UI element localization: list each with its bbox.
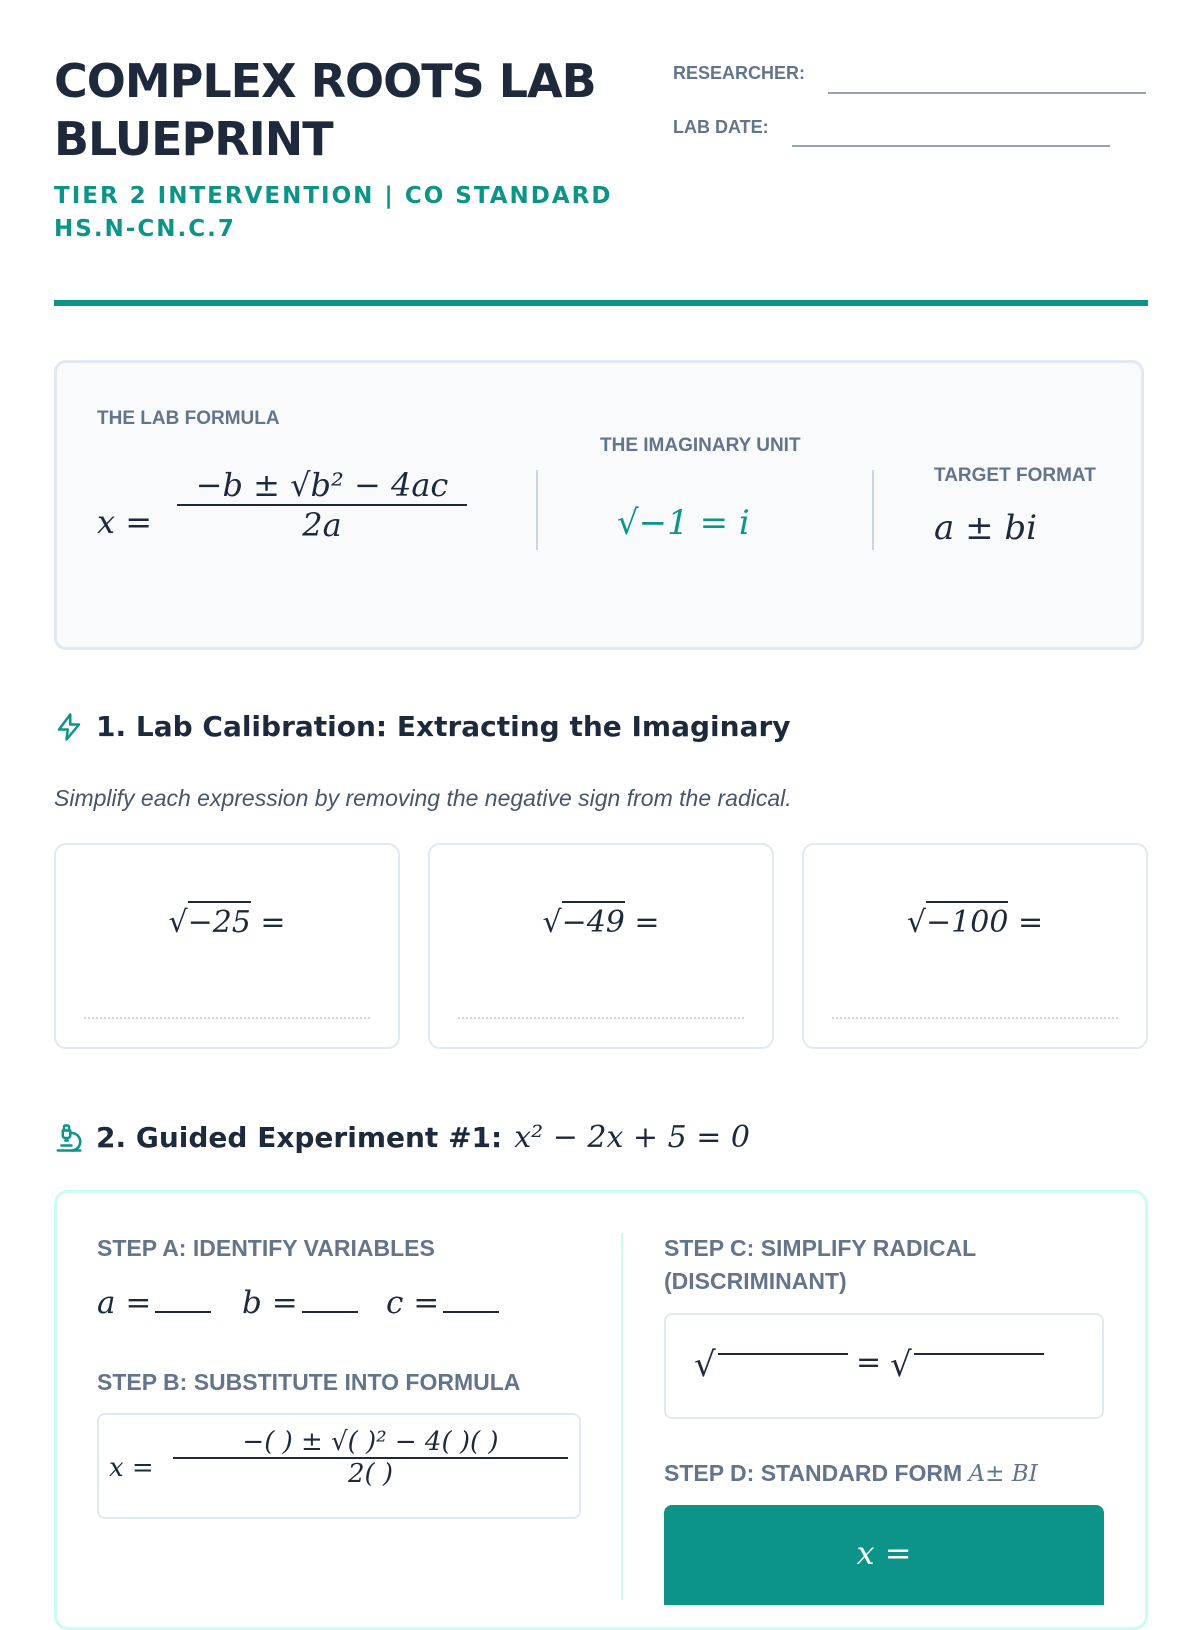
- step-c-label: STEP C: SIMPLIFY RADICAL (DISCRIMINANT): [664, 1235, 976, 1294]
- target-format-expression: a ± bi: [934, 508, 1038, 548]
- formula-denominator: 2a: [302, 506, 342, 544]
- lab-date-label: LAB DATE:: [673, 117, 769, 137]
- formula-divider: [872, 470, 874, 550]
- researcher-field[interactable]: [828, 92, 1146, 94]
- variable-c: [386, 1285, 499, 1321]
- microscope-icon: [54, 1123, 84, 1153]
- calibration-problem-card: [428, 843, 774, 1049]
- radical-symbol: √: [890, 1345, 912, 1385]
- answer-line[interactable]: [458, 1017, 744, 1019]
- lab-formula-label: THE LAB FORMULA: [97, 408, 280, 429]
- substitution-numerator: −( ) ± √( )² − 4( )( ): [242, 1427, 499, 1457]
- lab-date-field[interactable]: [792, 145, 1110, 147]
- section-2-title: 2. Guided Experiment #1:: [96, 1121, 503, 1154]
- discriminant-equals: =: [856, 1345, 882, 1380]
- step-d-label-math: A± BI: [968, 1461, 1038, 1487]
- problem-expression: √−49 =: [430, 905, 772, 940]
- experiment-divider: [621, 1233, 623, 1600]
- variable-c-blank[interactable]: [443, 1307, 499, 1313]
- problem-equals: =: [634, 905, 660, 940]
- radical-symbol: √: [694, 1345, 716, 1385]
- page-title: COMPLEX ROOTS LAB BLUEPRINT: [54, 54, 596, 166]
- problem-expression: √−25 =: [56, 905, 398, 940]
- problem-expression: √−100 =: [804, 905, 1146, 940]
- problem-radicand: −100: [926, 901, 1008, 940]
- problem-radicand: −25: [188, 901, 251, 940]
- problem-equals: =: [1017, 905, 1044, 940]
- imaginary-unit-expression: √−1 = i: [617, 503, 750, 543]
- experiment-equation: x² − 2x + 5 = 0: [514, 1120, 750, 1155]
- step-d-label-text: STEP D: STANDARD FORM: [664, 1460, 963, 1486]
- formula-lhs: x =: [97, 503, 153, 541]
- discriminant-box[interactable]: [664, 1313, 1104, 1419]
- variable-a: [97, 1285, 211, 1321]
- radicand-line: [718, 1353, 848, 1355]
- section-1-title: 1. Lab Calibration: Extracting the Imaginary: [96, 710, 791, 743]
- researcher-label: RESEARCHER:: [673, 63, 806, 83]
- substitution-box[interactable]: [97, 1413, 581, 1519]
- problem-equals: =: [260, 905, 286, 940]
- page-subtitle: TIER 2 INTERVENTION | CO STANDARD HS.N-CN.C.7: [54, 183, 613, 242]
- calibration-problem-card: [54, 843, 400, 1049]
- header-divider: [54, 300, 1148, 306]
- variable-c-label: c =: [386, 1285, 440, 1321]
- answer-line[interactable]: [832, 1017, 1118, 1019]
- substitution-formula: [173, 1427, 568, 1489]
- answer-line[interactable]: [84, 1017, 370, 1019]
- variable-a-blank[interactable]: [155, 1307, 211, 1313]
- formula-numerator: −b ± √b² − 4ac: [195, 466, 449, 504]
- variable-b-label: b =: [242, 1285, 298, 1321]
- step-d-label: [664, 1457, 1038, 1491]
- imaginary-unit-label: THE IMAGINARY UNIT: [600, 435, 801, 456]
- zap-icon: [54, 712, 84, 742]
- substitution-lhs: x =: [109, 1453, 154, 1483]
- radicand-line: [914, 1353, 1044, 1355]
- formula-reference-box: [54, 360, 1144, 650]
- step-a-label: STEP A: IDENTIFY VARIABLES: [97, 1235, 435, 1261]
- variable-a-label: a =: [97, 1285, 152, 1321]
- section-1-instruction: Simplify each expression by removing the negative sign from the radical.: [54, 785, 792, 811]
- variable-b: [242, 1285, 358, 1321]
- section-2-heading: [54, 1120, 750, 1155]
- standard-form-answer[interactable]: x =: [664, 1505, 1104, 1605]
- formula-divider: [536, 470, 538, 550]
- section-1-heading: [54, 710, 791, 743]
- problem-radicand: −49: [562, 901, 625, 940]
- target-format-label: TARGET FORMAT: [934, 465, 1096, 486]
- quadratic-formula: [177, 466, 467, 544]
- variable-b-blank[interactable]: [302, 1307, 358, 1313]
- step-b-label: STEP B: SUBSTITUTE INTO FORMULA: [97, 1369, 521, 1395]
- substitution-denominator: 2( ): [347, 1459, 394, 1489]
- calibration-problem-card: [802, 843, 1148, 1049]
